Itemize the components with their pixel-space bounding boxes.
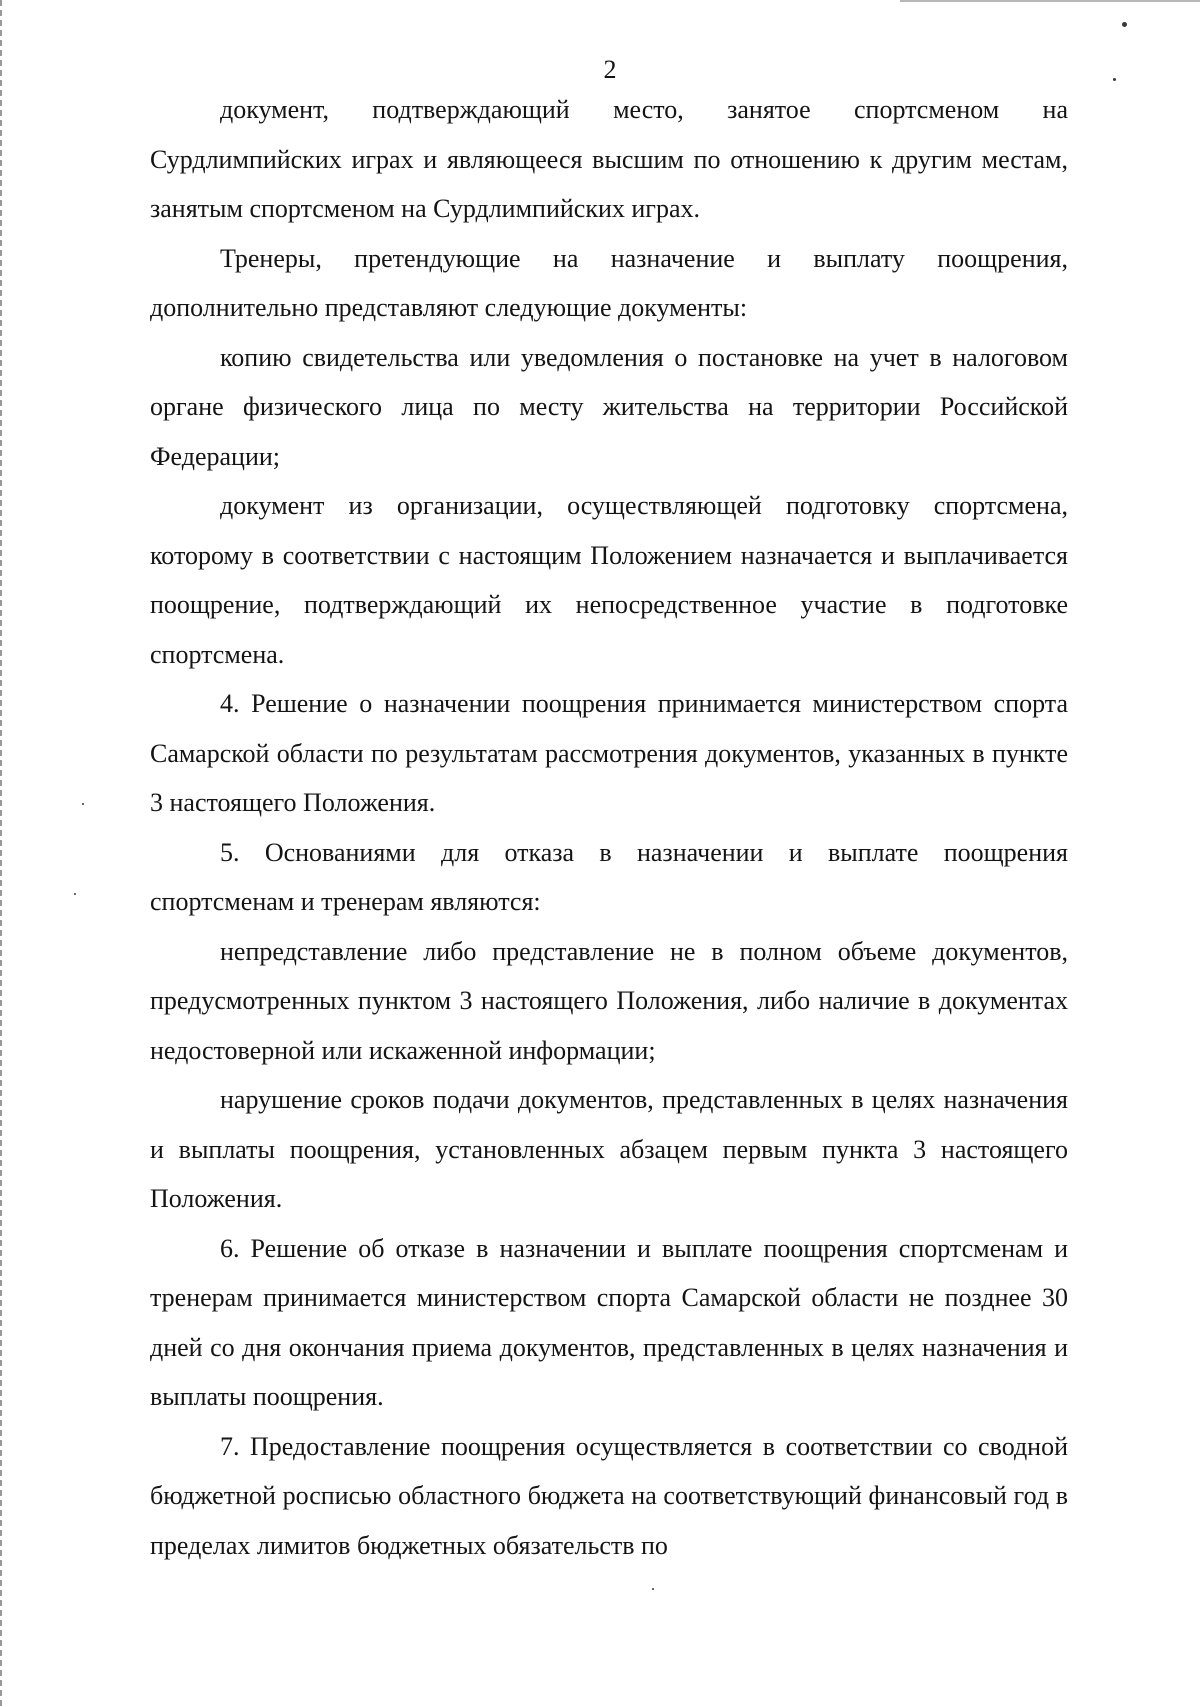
paragraph: Тренеры, претендующие на назначение и выплату поощрения, дополнительно представляют следующие документы: [150, 243, 1068, 322]
paragraph: 5. Основаниями для отказа в назначении и выплате поощрения спортсменам и тренерам являются: [150, 837, 1068, 916]
paragraph: непредставление либо представление не в полном объеме документов, предусмотренных пунктом 3 настоящего Положения, либо наличие в документах недостоверной или искаженной информации; [150, 936, 1068, 1065]
paragraph: копию свидетельства или уведомления о постановке на учет в налоговом органе физического лица по месту жительства на территории Российской Федерации; [150, 342, 1068, 471]
paragraph: 7. Предоставление поощрения осуществляется в соответствии со сводной бюджетной росписью областного бюджета на соответствующий финансовый год в пределах лимитов бюджетных обязательств по [150, 1431, 1068, 1560]
paragraph: нарушение сроков подачи документов, представленных в целях назначения и выплаты поощрения, установленных абзацем первым пункта 3 настоящего Положения. [150, 1085, 1068, 1213]
page-number: 2 [603, 55, 617, 84]
paragraph: 6. Решение об отказе в назначении и выплате поощрения спортсменам и тренерам принимается министерством спорта Самарской области не позднее 30 дней со дня окончания приема документов, представленных в целях назначения и выплаты поощрения. [150, 1233, 1068, 1411]
document-body [150, 85, 1068, 1570]
paragraph: 4. Решение о назначении поощрения принимается министерством спорта Самарской области по результатам рассмотрения документов, указанных в пункте 3 настоящего Положения. [150, 689, 1068, 817]
scan-speck [74, 893, 76, 895]
scan-speck [82, 803, 84, 805]
scan-speck [1122, 22, 1127, 27]
paragraph: документ, подтверждающий место, занятое спортсменом на Сурдлимпийских играх и являющееся высшим по отношению к другим местам, занятым спортсменом на Сурдлимпийских играх. [150, 95, 1068, 223]
scan-speck [652, 1588, 654, 1590]
scan-top-rule [900, 0, 1200, 2]
scan-left-edge [0, 0, 2, 1707]
paragraph: документ из организации, осуществляющей подготовку спортсмена, которому в соответствии с настоящим Положением назначается и выплачивается поощрение, подтверждающий их непосредственное участие в подготовке спортсмена. [150, 491, 1068, 669]
